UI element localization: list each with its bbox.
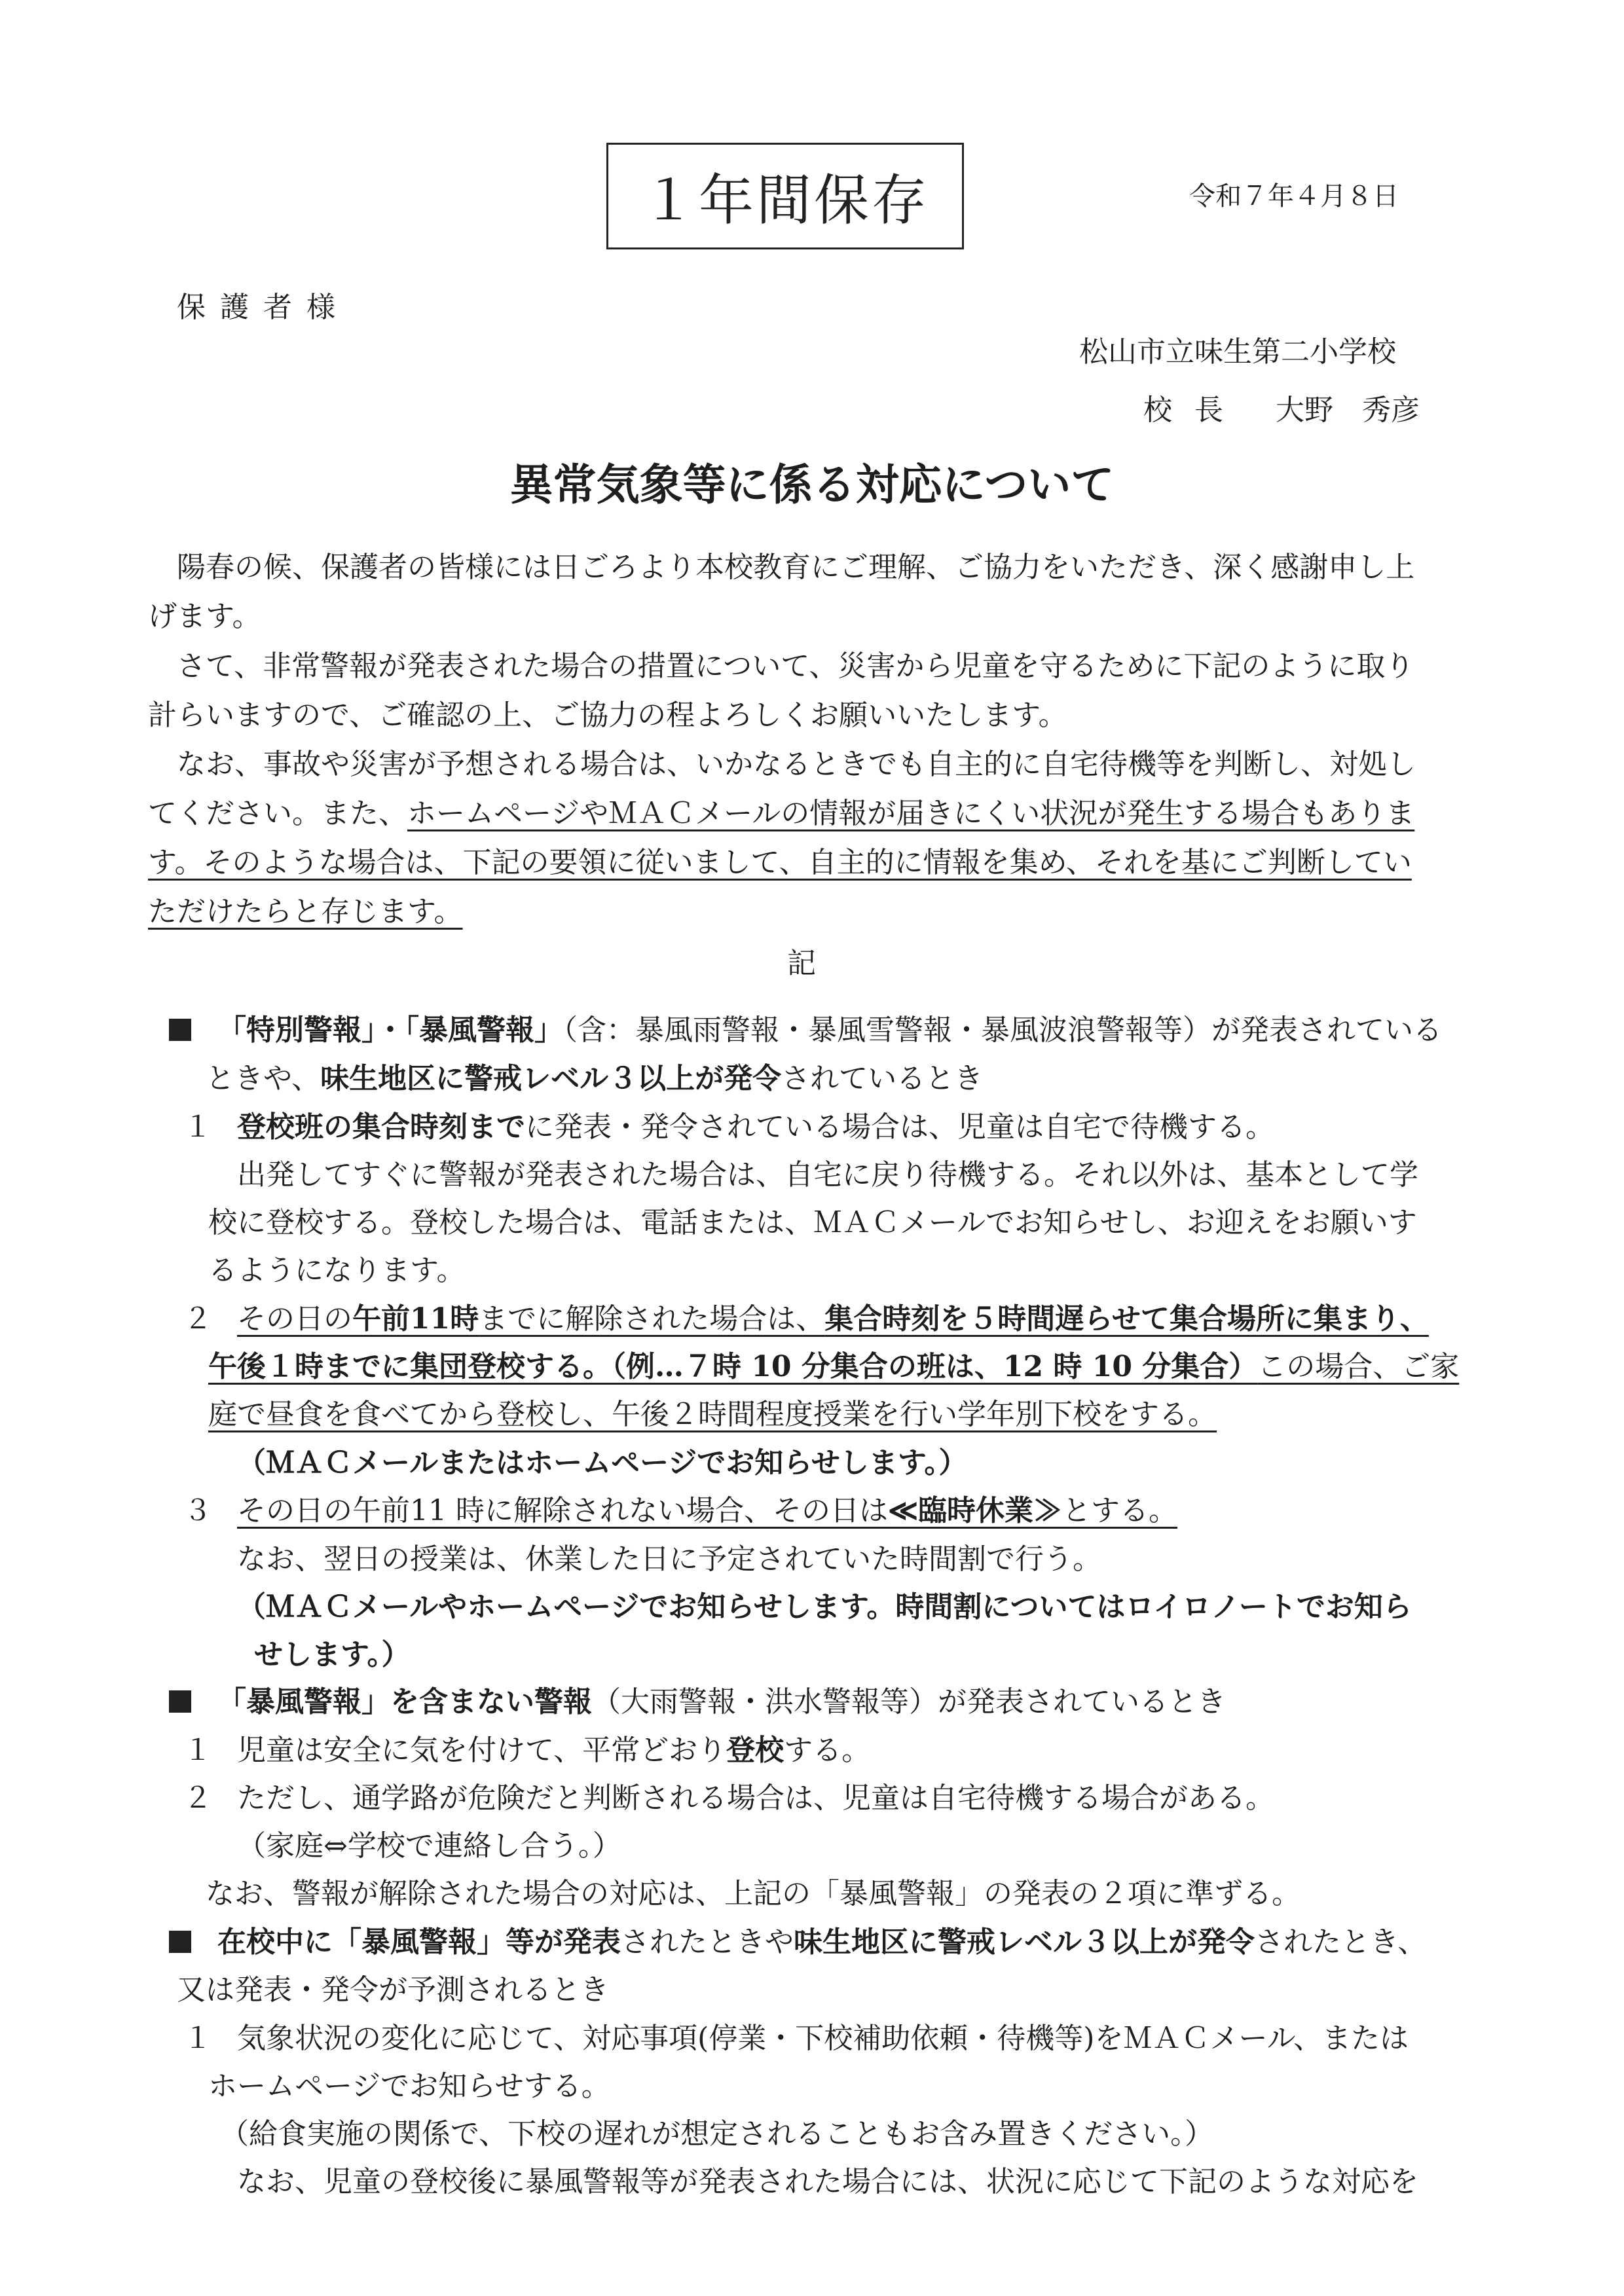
s1-item1-line3: 校に登校する。登校した場合は、電話または、ＭＡＣメールでお知らせし、お迎えをお願いす xyxy=(208,1206,1417,1239)
section3-heading-line2: 又は発表・発令が予測されるとき xyxy=(177,1973,609,2007)
s1-item2-line1: その日の午前11時までに解除された場合は、集合時刻を５時間遅らせて集合場所に集まり、 xyxy=(237,1302,1429,1336)
s1-item3-line4: せします。） xyxy=(254,1638,411,1671)
square-bullet-icon xyxy=(169,1690,191,1713)
s1-item3-line1: その日の午前11 時に解除されない場合、その日は≪臨時休業≫とする。 xyxy=(237,1494,1178,1527)
s1-item2-line4: （ＭＡＣメールまたはホームページでお知らせします。） xyxy=(237,1446,968,1480)
s3-item1-line2: ホームページでお知らせする。 xyxy=(208,2069,610,2103)
s1-item1-line4: るようになります。 xyxy=(208,1254,466,1287)
s1-item1-line2: 出発してすぐに警報が発表された場合は、自宅に戻り待機する。それ以外は、基本として学 xyxy=(237,1158,1418,1192)
s3-item1-line1: 気象状況の変化に応じて、対応事項(停業・下校補助依頼・待機等)をＭＡＣメール、または xyxy=(237,2022,1409,2055)
section1-heading-line2: ときや、味生地区に警戒レベル３以上が発令されているとき xyxy=(206,1062,984,1095)
square-bullet-icon xyxy=(169,1019,191,1041)
intro-p2-line1: さて、非常警報が発表された場合の措置について、災害から児童を守るために下記のように取り xyxy=(177,649,1414,683)
section1-heading-line1: 「特別警報」・「暴風警報」（含：暴風雨警報・暴風雪警報・暴風波浪警報等）が発表されている xyxy=(169,1016,1442,1045)
ki-mark: 記 xyxy=(787,947,816,980)
principal-title: 校 長 xyxy=(1143,393,1230,427)
s3-item1-line4: なお、児童の登校後に暴風警報等が発表された場合には、状況に応じて下記のような対応を xyxy=(237,2165,1418,2198)
s2-item2-number: ２ xyxy=(183,1781,212,1815)
retention-stamp-box xyxy=(606,143,964,249)
document-title: 異常気象等に係る対応について xyxy=(509,460,1115,510)
s3-item1-line3: （給食実施の関係で、下校の遅れが想定されることもお含み置きください。） xyxy=(220,2117,1214,2151)
s1-item3-line2: なお、翌日の授業は、休業した日に予定されていた時間割で行う。 xyxy=(237,1542,1101,1576)
s2-item2-line2: （家庭⇔学校で連絡し合う。） xyxy=(237,1829,621,1863)
section2-heading: 「暴風警報」を含まない警報（大雨警報・洪水警報等）が発表されているとき xyxy=(169,1688,1226,1717)
s3-item1-number: １ xyxy=(183,2022,212,2055)
intro-p1-line1: 陽春の候、保護者の皆様には日ごろより本校教育にご理解、ご協力をいただき、深く感謝申し上 xyxy=(177,551,1415,584)
intro-p3-line4: ただけたらと存じます。 xyxy=(148,895,463,928)
s1-item1-number: １ xyxy=(183,1110,212,1144)
square-bullet-icon xyxy=(169,1931,191,1953)
s1-item3-line3: （ＭＡＣメールやホームページでお知らせします。時間割についてはロイロノートでお知ら xyxy=(237,1590,1412,1624)
s2-note: なお、警報が解除された場合の対応は、上記の「暴風警報」の発表の２項に準ずる。 xyxy=(206,1877,1301,1910)
intro-p2-line2: 計らいますので、ご確認の上、ご協力の程よろしくお願いいたします。 xyxy=(148,699,1067,732)
intro-p1-line2: げます。 xyxy=(148,600,261,633)
s1-item2-line3: 庭で昼食を食べてから登校し、午後２時間程度授業を行い学年別下校をする。 xyxy=(208,1398,1217,1431)
principal-name: 大野 秀彦 xyxy=(1276,393,1420,427)
intro-p3-line2: てください。また、ホームページやＭＡＣメールの情報が届きにくい状況が発生する場合もありま xyxy=(148,797,1415,830)
intro-p3-line1: なお、事故や災害が予想される場合は、いかなるときでも自主的に自宅待機等を判断し、対処し xyxy=(177,748,1416,781)
retention-label: １年間保存 xyxy=(640,168,929,232)
s1-item2-number: ２ xyxy=(183,1302,212,1336)
issue-date: 令和７年４月８日 xyxy=(1189,181,1399,211)
recipient: 保 護 者 様 xyxy=(177,291,338,324)
section3-heading-line1: 在校中に「暴風警報」等が発表されたときや味生地区に警戒レベル３以上が発令されたとき、 xyxy=(169,1928,1426,1957)
s2-item2-line1: ただし、通学路が危険だと判断される場合は、児童は自宅待機する場合がある。 xyxy=(237,1781,1274,1815)
s1-item1-line1: 登校班の集合時刻までに発表・発令されている場合は、児童は自宅で待機する。 xyxy=(237,1110,1274,1144)
s2-item1-number: １ xyxy=(183,1734,212,1767)
s1-item3-number: ３ xyxy=(183,1494,212,1527)
school-name: 松山市立味生第二小学校 xyxy=(1079,335,1396,369)
intro-p3-line3: す。そのような場合は、下記の要領に従いまして、自主的に情報を集め、それを基にご判断してい xyxy=(148,846,1412,879)
s2-item1-line1: 児童は安全に気を付けて、平常どおり登校する。 xyxy=(237,1734,871,1767)
s1-item2-line2: 午後１時までに集団登校する。（例…７時 10 分集合の班は、12 時 10 分集合）この場合、ご家 xyxy=(208,1350,1460,1383)
